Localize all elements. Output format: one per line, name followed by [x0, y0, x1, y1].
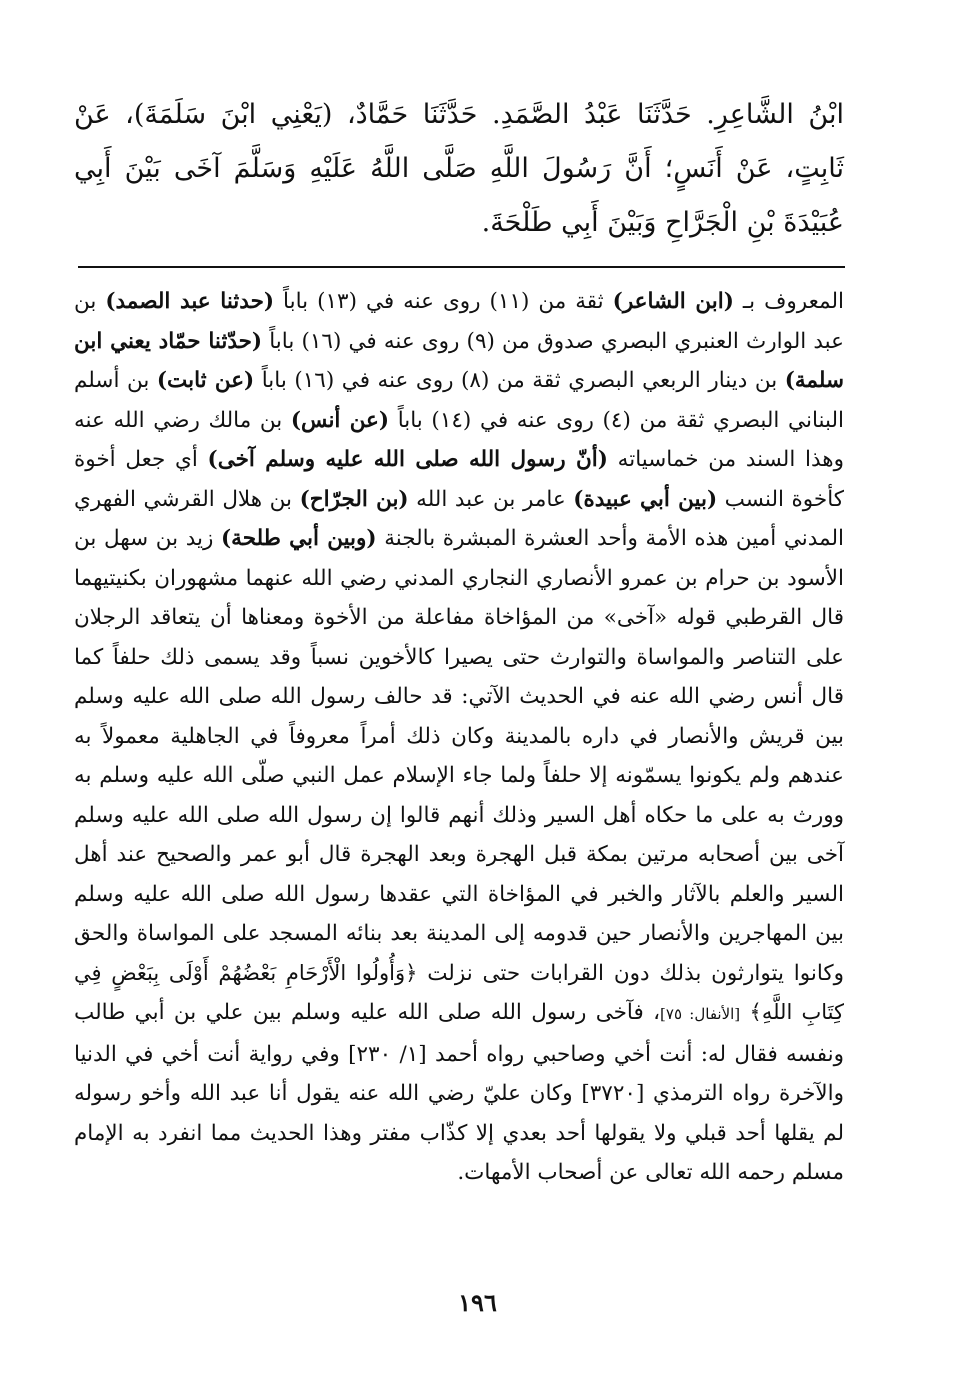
commentary-text-segment: زيد بن سهل بن الأسود بن حرام بن عمرو الأنصاري النجاري المدني رضي الله عنهما مشهوران بكنيتيهما قال القرطبي قوله «آخى» من المؤاخاة مفاعلة من الأخوة ومعناها أن يتعاقد الرجلان على التناصر والمواساة والتوارث حتى يصيرا كالأخوين نسباً وقد يسمى ذلك حلفاً كما قال أنس رضي الله عنه في الحديث الآتي: قد حالف رسول الله صلى الله عليه وسلم بين قريش والأنصار في داره بالمدينة وكان ذلك أمراً معروفاً في الجاهلية معمولاً به عندهم ولم يكونوا يسمّونه إلا حلفاً ولما جاء الإسلام عمل النبي صلّى الله عليه وسلم به وورث به على ما حكاه أهل السير وذلك أنهم قالوا إن رسول الله صلى الله عليه وسلم آخى بين أصحابه مرتين بمكة قبل الهجرة وبعد الهجرة قال أبو عمر والصحيح عند أهل السير والعلم بالآثار والخبر في المؤاخاة التي عقدها رسول الله صلى الله عليه وسلم بين المهاجرين والأنصار حين قدومه إلى المدينة بعد بنائه المسجد على المواساة والحق وكانوا يتوارثون بذلك دون القرابات حتى نزلت — [74, 526, 844, 986]
commentary-bold-phrase: (عن ثابت) — [156, 368, 255, 393]
commentary-bold-phrase: (حدثنا عبد الصمد) — [105, 289, 275, 314]
commentary-text-segment: بن هلال القرشي الفهري المدني أمين هذه الأمة وأحد العشرة المبشرة بالجنة — [74, 486, 844, 551]
commentary-bold-phrase: (بين أبي عبيدة) — [573, 486, 718, 512]
commentary-text-segment: بن أسلم البناني البصري ثقة من (٤) روى عنه في (١٤) باباً — [74, 368, 844, 433]
commentary-bold-phrase: (ابن الشاعر) — [612, 289, 734, 314]
commentary-text — [74, 282, 844, 1193]
commentary-text-segment: عامر بن عبد الله — [408, 486, 574, 512]
commentary-text-segment: بن مالك رضي الله عنه وهذا السند من خماسياته — [74, 407, 845, 472]
page-number: ١٩٦ — [458, 1288, 497, 1317]
commentary-text-segment: بن دينار الربعي البصري ثقة من (٨) روى عنه في (١٦) باباً — [254, 368, 785, 393]
commentary-text-segment: أي جعل أخوة كأخوة النسب — [74, 447, 844, 512]
commentary-bold-phrase: (حدّثنا حمّاد يعني ابن سلمة) — [74, 328, 844, 393]
footnote-separator — [78, 266, 845, 268]
commentary-bold-phrase: (أنّ رسول الله صلى الله عليه وسلم آخى) — [207, 447, 608, 472]
quran-verse: ﴿وَأُولُوا الْأَرْحَامِ بَعْضُهُمْ أَوْلَى بِبَعْضٍ فِي كِتَابِ اللَّهِ﴾ — [74, 960, 844, 1024]
commentary-text-segment: بن عبد الوارث العنبري البصري صدوق من (٩) روى عنه في (١٦) باباً — [74, 289, 844, 354]
commentary-text-segment: المعروف بـ — [733, 289, 844, 314]
commentary-text-segment: ، فآخى رسول الله صلى الله عليه وسلم بين علي بن أبي طالب ونفسه فقال له: أنت أخي وصاحبي رواه أحمد [١/ ٢٣٠] وفي رواية أنت أخي في الدنيا والآخرة رواه الترمذي [٣٧٢٠] وكان عليّ رضي الله عنه يقول أنا عبد الله وأخو رسوله لم يقلها أحد قبلي ولا يقولها أحد بعدي إلا كذّاب مفتر وهذا الحديث مما انفرد به الإمام مسلم رحمه الله تعالى عن أصحاب الأمهات. — [74, 1000, 844, 1185]
quran-verse-reference: [الأنفال: ٧٥] — [660, 1005, 741, 1023]
commentary-bold-phrase: (عن أنس) — [290, 407, 390, 433]
commentary-bold-phrase: (بن الجرّاح) — [299, 486, 409, 512]
commentary-bold-phrase: (وبين أبي طلحة) — [221, 526, 377, 551]
hadith-text: ابْنُ الشَّاعِرِ. حَدَّثَنَا عَبْدُ الصَّمَدِ. حَدَّثَنَا حَمَّادٌ، (يَعْنِي ابْنَ سَلَمَةَ)، عَنْ ثَابِتٍ، عَنْ أَنَسٍ؛ أَنَّ رَسُولَ اللَّهِ صَلَّى اللَّهُ عَلَيْهِ وَسَلَّمَ آخَى بَيْنَ أَبِي عُبَيْدَةَ بْنِ الْجَرَّاحِ وَبَيْنَ أَبِي طَلْحَةَ. — [74, 99, 844, 238]
commentary-text-segment: ثقة من (١١) روى عنه في (١٣) باباً — [274, 289, 613, 314]
